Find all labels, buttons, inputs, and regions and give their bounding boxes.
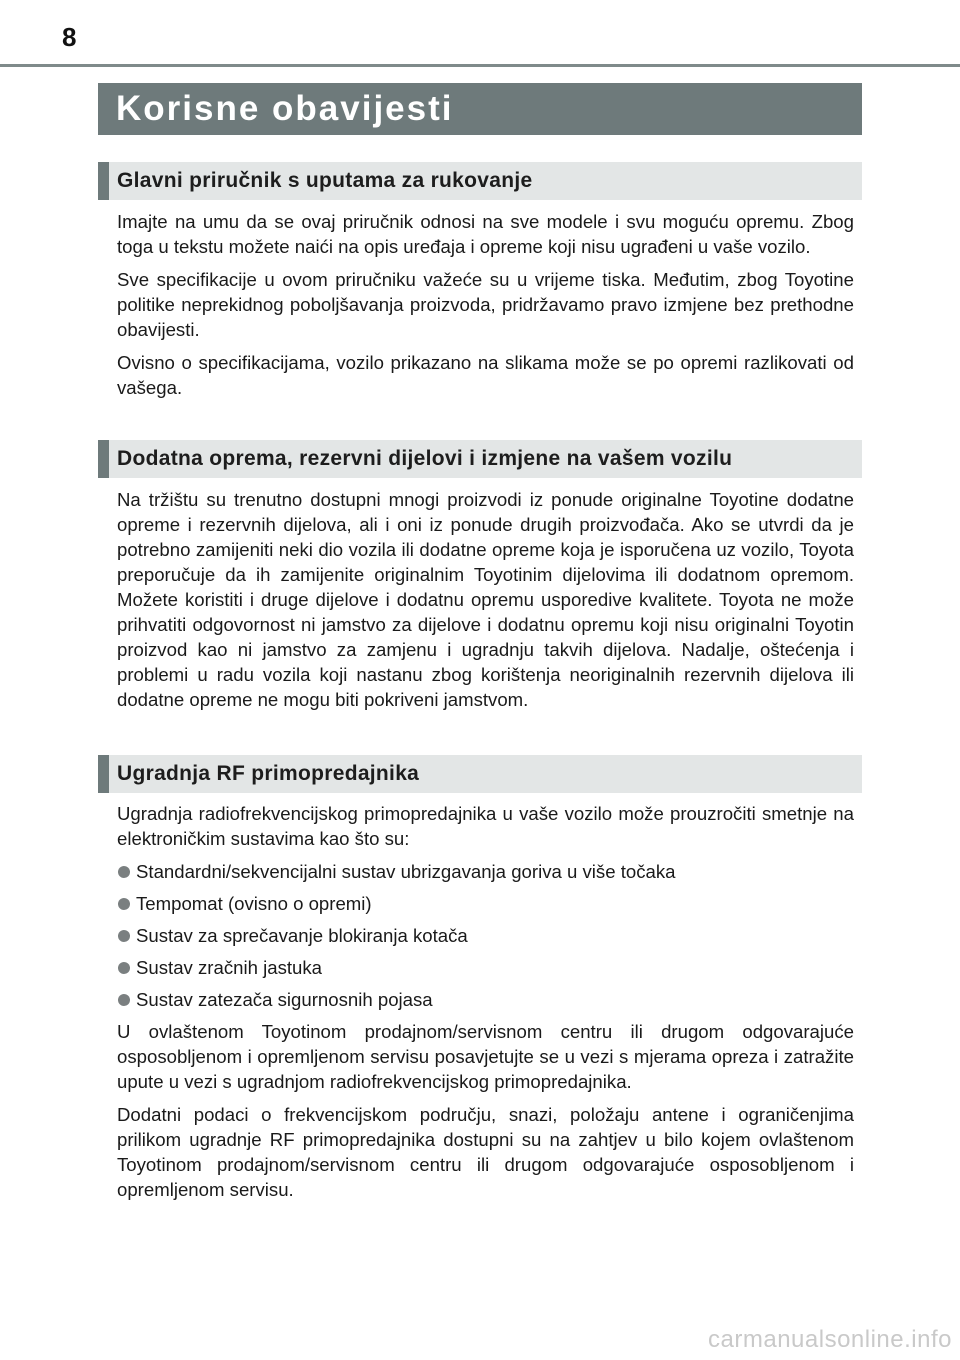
list-item: Tempomat (ovisno o opremi) bbox=[117, 891, 854, 916]
list-item: Sustav za sprečavanje blokiranja kotača bbox=[117, 923, 854, 948]
paragraph: Ugradnja radiofrekvencijskog primopredajnika u vaše vozilo može prouzročiti smetnje na elektroničkim sustavima kao što su: bbox=[117, 803, 854, 849]
section-heading-accessories bbox=[98, 440, 862, 478]
section-body-rf bbox=[117, 801, 854, 1210]
watermark: carmanualsonline.info bbox=[708, 1326, 952, 1353]
bullet-list bbox=[117, 859, 854, 1012]
bullet-icon bbox=[118, 962, 130, 974]
list-item: Sustav zatezača sigurnosnih pojasa bbox=[117, 987, 854, 1012]
header-rule bbox=[0, 64, 960, 67]
paragraph: U ovlaštenom Toyotinom prodajnom/servisnom centru ili drugom odgovarajuće osposobljenom i opremljenom servisu posavjetujte se u vezi s mjerama opreza i zatražite upute u vezi s ugradnjom radiofrekvencijskog primopredajnika. bbox=[117, 1021, 854, 1092]
bullet-icon bbox=[118, 866, 130, 878]
bullet-icon bbox=[118, 994, 130, 1006]
section-body-accessories bbox=[117, 487, 854, 720]
section-body-manual bbox=[117, 209, 854, 408]
paragraph: Dodatni podaci o frekvencijskom području, snazi, položaju antene i ograničenjima prilikom ugradnje RF primopredajnika dostupni su na zahtjev u bilo kojem ovlaštenom Toyotinom prodajnom/servisnom centru ili drugom odgovarajuće osposobljenom i opremljenom servisu. bbox=[117, 1104, 854, 1200]
paragraph: Imajte na umu da se ovaj priručnik odnosi na sve modele i svu moguću opremu. Zbog toga u tekstu možete naići na opis uređaja i opreme koji nisu ugrađeni u vaše vozilo. bbox=[117, 211, 854, 257]
section-heading-manual bbox=[98, 162, 862, 200]
bullet-icon bbox=[118, 898, 130, 910]
list-item: Standardni/sekvencijalni sustav ubrizgavanja goriva u više točaka bbox=[117, 859, 854, 884]
paragraph: Ovisno o specifikacijama, vozilo prikazano na slikama može se po opremi razlikovati od vašega. bbox=[117, 352, 854, 398]
section-heading-text: Glavni priručnik s uputama za rukovanje bbox=[117, 169, 533, 192]
paragraph: Sve specifikacije u ovom priručniku važeće su u vrijeme tiska. Međutim, zbog Toyotine politike neprekidnog poboljšavanja proizvoda, pridržavamo pravo izmjene bez prethodne obavijesti. bbox=[117, 269, 854, 340]
paragraph: Na tržištu su trenutno dostupni mnogi proizvodi iz ponude originalne Toyotine dodatne opreme i rezervnih dijelova, ali i oni iz ponude drugih proizvođača. Ako se utvrdi da je potrebno zamijeniti neki dio vozila ili dodatne opreme koja je isporučena uz vozilo, Toyota preporučuje da ih zamijenite originalnim Toyotinim dijelovima ili dodatnom opremom. Možete koristiti i druge dijelove i dodatnu opremu usporedive kvalitete. Toyota ne može prihvatiti odgovornost ni jamstvo za dijelove i dodatnu opremu koji nisu originalni Toyotin proizvod kao ni jamstvo za zamjenu i ugradnju takvih dijelova. Nadalje, oštećenja i problemi u radu vozila koji nastanu zbog korištenja neoriginalnih rezervnih dijelova ili dodatne opreme ne mogu biti pokriveni jamstvom. bbox=[117, 489, 854, 710]
chapter-title: Korisne obavijesti bbox=[116, 89, 454, 128]
section-heading-text: Dodatna oprema, rezervni dijelovi i izmjene na vašem vozilu bbox=[117, 447, 733, 470]
bullet-icon bbox=[118, 930, 130, 942]
list-item: Sustav zračnih jastuka bbox=[117, 955, 854, 980]
chapter-title-bar bbox=[98, 83, 862, 135]
section-heading-text: Ugradnja RF primopredajnika bbox=[117, 762, 420, 785]
section-heading-rf bbox=[98, 755, 862, 793]
page-number: 8 bbox=[62, 22, 77, 52]
